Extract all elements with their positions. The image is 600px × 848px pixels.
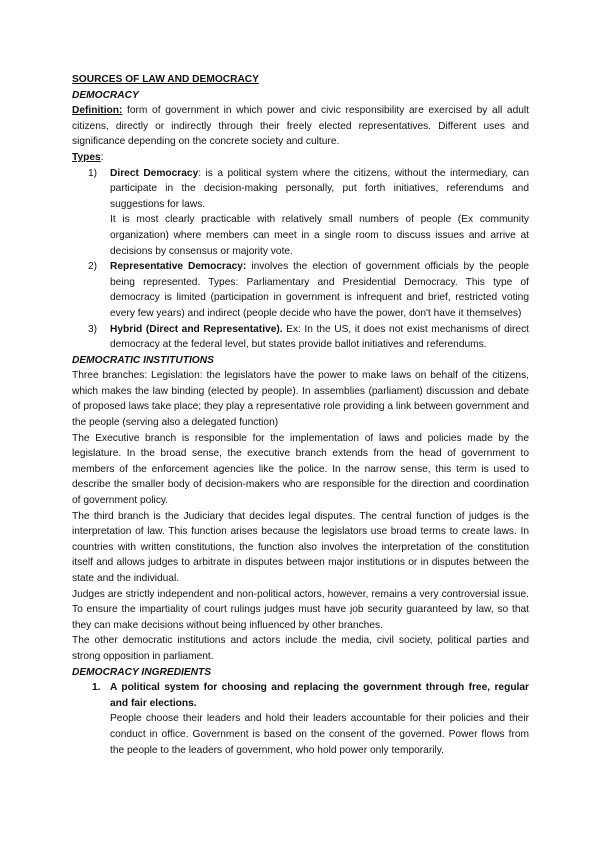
document-page xyxy=(72,72,529,758)
type-name: Hybrid (Direct and Representative). xyxy=(110,323,283,335)
types-label: Types xyxy=(72,151,101,163)
types-line xyxy=(72,150,529,166)
list-number: 3) xyxy=(88,323,98,335)
list-item xyxy=(88,322,529,353)
ingredient-text: People choose their leaders and hold their leaders accountable for their policies and their conduct in office. Government is based on the consent of the governed. Power flows from the people to the leaders of government, who hold power only temporarily. xyxy=(110,713,529,756)
ingredient-title: A political system for choosing and replacing the government through free, regular and fair elections. xyxy=(110,682,529,709)
ingredients-heading: DEMOCRACY INGREDIENTS xyxy=(72,666,212,678)
type-extra: It is most clearly practicable with relatively small numbers of people (Ex community organization) where members can meet in a single room to discuss issues and arrive at decisions by consensus or majority vote. xyxy=(110,214,529,257)
types-list xyxy=(72,166,529,353)
definition-label: Definition: xyxy=(72,105,123,117)
institutions-paragraph: The Executive branch is responsible for the implementation of laws and policies made by the legislature. In the broad sense, the executive branch extends from the head of government to members of the enforcement agencies like the police. In the narrow sense, this term is used to describe the smaller body of decision-makers who are responsible for the direction and coordination of government policy. xyxy=(72,432,529,507)
list-number: 1. xyxy=(92,682,101,694)
type-text: : is a political system where the citizens, without the intermediary, can participate in the decision-making personally, put forth initiatives, referendums and suggestions for laws. xyxy=(110,167,529,210)
institutions-paragraph: The third branch is the Judiciary that decides legal disputes. The central function of judges is the interpretation of law. This function arises because the legislators use broad terms to create laws. In countries with written constitutions, the function also involves the interpretation of the constitution itself and allows judges to arbitrate in disputes between major institutions or in disputes between the state and the individual. xyxy=(72,510,529,584)
definition-paragraph xyxy=(72,103,529,150)
ingredients-list xyxy=(72,680,529,758)
type-name: Representative Democracy: xyxy=(110,261,247,273)
democracy-heading: DEMOCRACY xyxy=(72,89,139,101)
type-name: Direct Democracy xyxy=(110,167,199,179)
list-number: 1) xyxy=(88,167,98,179)
list-item xyxy=(88,166,529,260)
types-colon: : xyxy=(100,151,104,163)
institutions-paragraph: The other democratic institutions and actors include the media, civil society, political parties and strong opposition in parliament. xyxy=(72,635,529,662)
type-text: Ex: In the US, it does not exist mechanisms of direct democracy at the federal level, but states provide ballot initiatives and referendums. xyxy=(110,323,529,351)
institutions-paragraph: Judges are strictly independent and non-political actors, however, remains a very controversial issue. To ensure the impartiality of court rulings judges must have job security guaranteed by law, so that they can make decisions without being influenced by other branches. xyxy=(72,588,529,631)
institutions-paragraph: Three branches: Legislation: the legislators have the power to make laws on behalf of the citizens, which makes the law binding (elected by people). In assemblies (parliament) discussion and debate of proposed laws take place; they play a representative role providing a link between government and the people (serving also a delegated function) xyxy=(72,370,530,429)
definition-text: form of government in which power and civic responsibility are exercised by all adult citizens, directly or indirectly through their freely elected representatives. Different uses and significance depending on the concrete society and culture. xyxy=(72,105,529,148)
list-number: 2) xyxy=(88,261,98,273)
page-title: SOURCES OF LAW AND DEMOCRACY xyxy=(72,74,259,85)
list-item xyxy=(92,680,529,758)
institutions-heading: DEMOCRATIC INSTITUTIONS xyxy=(72,354,214,366)
type-text: involves the election of government officials by the people being represented. Types: Parliamentary and Presidential Democracy. This type of democracy is limited (participation in government is infrequent and brief, restricted voting every few years) and indirect (people decide who have the power, don't have it themselves) xyxy=(110,261,530,319)
list-item xyxy=(88,259,530,321)
